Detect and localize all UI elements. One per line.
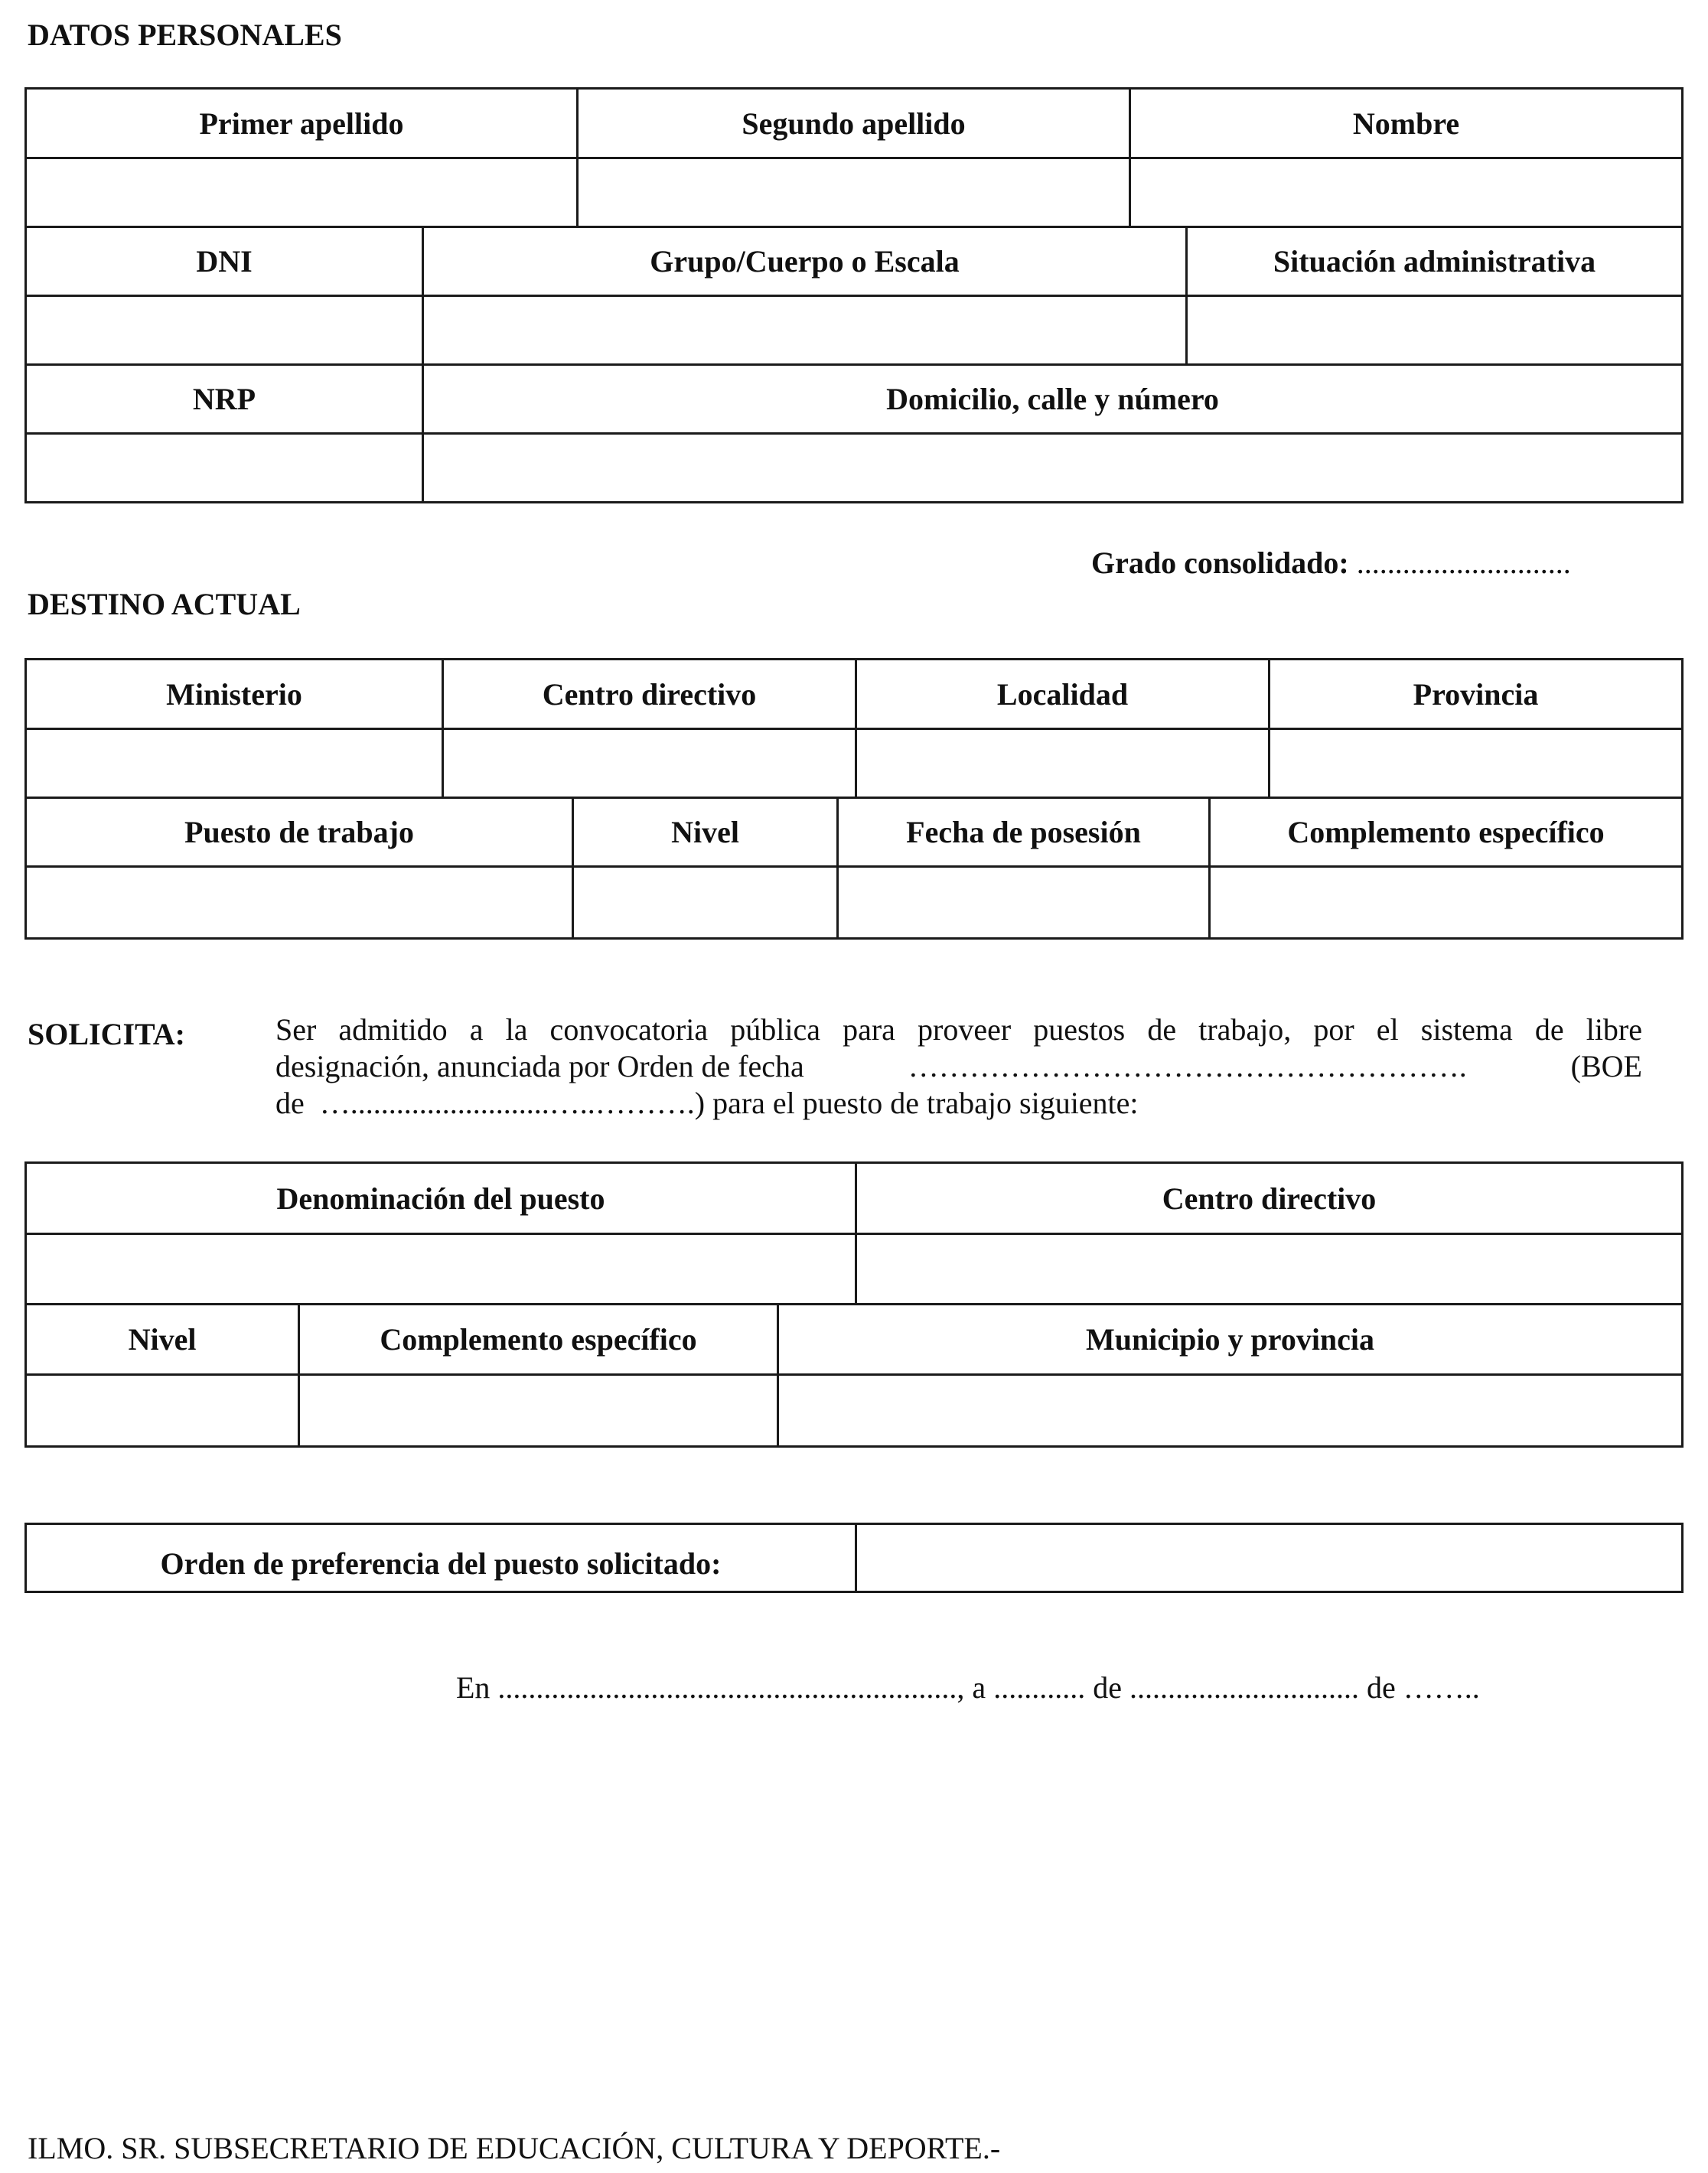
puesto-solicitado-table: [24, 1161, 1684, 1448]
solicita-line-2-start: designación, anunciada por Orden de fecha: [275, 1049, 804, 1083]
field-fecha-de-posesion[interactable]: [839, 868, 1208, 937]
solicita-line-2: [275, 1048, 1642, 1085]
datos-personales-table: [24, 87, 1684, 503]
solicita-line-1: Ser admitido a la convocatoria pública para proveer puestos de trabajo, por el sistema de libre: [275, 1012, 1642, 1047]
label-nivel-solicitado: Nivel: [128, 1322, 197, 1357]
field-orden-de-preferencia[interactable]: [857, 1525, 1681, 1591]
field-puesto-de-trabajo[interactable]: [27, 868, 572, 937]
label-primer-apellido: Primer apellido: [199, 106, 404, 141]
solicita-line-3: de …..........................…..……….) para el puesto de trabajo siguiente:: [275, 1086, 1139, 1120]
grado-consolidado: [1091, 545, 1571, 581]
solicita-paragraph: [275, 1012, 1642, 1122]
section-heading-datos-personales: DATOS PERSONALES: [28, 18, 342, 52]
label-centro-directivo: Centro directivo: [542, 676, 757, 712]
label-situacion-administrativa: Situación administrativa: [1273, 244, 1596, 279]
label-dni: DNI: [196, 244, 253, 279]
label-nombre: Nombre: [1352, 106, 1460, 141]
field-ministerio[interactable]: [27, 730, 442, 797]
label-orden-de-preferencia: Orden de preferencia del puesto solicitado:: [160, 1546, 722, 1581]
field-provincia[interactable]: [1270, 730, 1681, 797]
label-centro-directivo-solicitado: Centro directivo: [1162, 1181, 1377, 1216]
field-complemento-especifico[interactable]: [1211, 868, 1681, 937]
orden-fecha-dots[interactable]: ……………………………………………….: [908, 1049, 1467, 1083]
label-grupo-cuerpo-escala: Grupo/Cuerpo o Escala: [650, 244, 960, 279]
field-segundo-apellido[interactable]: [579, 159, 1129, 226]
field-centro-directivo-solicitado[interactable]: [857, 1235, 1681, 1303]
field-centro-directivo[interactable]: [444, 730, 855, 797]
label-complemento-especifico-solicitado: Complemento específico: [380, 1322, 697, 1357]
label-denominacion-del-puesto: Denominación del puesto: [276, 1181, 605, 1216]
label-fecha-de-posesion: Fecha de posesión: [906, 815, 1141, 849]
solicita-label: SOLICITA:: [28, 1017, 185, 1051]
grado-consolidado-label: Grado consolidado:: [1091, 546, 1349, 580]
field-nrp[interactable]: [27, 435, 422, 501]
label-complemento-especifico: Complemento específico: [1287, 815, 1605, 849]
section-heading-destino-actual: DESTINO ACTUAL: [28, 587, 301, 621]
label-nrp: NRP: [192, 382, 256, 416]
field-grupo-cuerpo-escala[interactable]: [424, 297, 1185, 363]
label-segundo-apellido: Segundo apellido: [742, 106, 966, 141]
label-domicilio: Domicilio, calle y número: [886, 382, 1219, 416]
field-domicilio[interactable]: [424, 435, 1681, 501]
label-nivel: Nivel: [671, 815, 739, 849]
field-nivel[interactable]: [574, 868, 836, 937]
field-nombre[interactable]: [1131, 159, 1681, 226]
label-provincia: Provincia: [1413, 676, 1539, 712]
field-nivel-solicitado[interactable]: [27, 1376, 298, 1445]
label-puesto-de-trabajo: Puesto de trabajo: [184, 815, 414, 849]
field-dni[interactable]: [27, 297, 422, 363]
orden-preferencia-table: [24, 1523, 1684, 1593]
field-primer-apellido[interactable]: [27, 159, 576, 226]
grado-consolidado-dots[interactable]: ............................: [1356, 546, 1571, 580]
destinatario: ILMO. SR. SUBSECRETARIO DE EDUCACIÓN, CULTURA Y DEPORTE.-: [28, 2131, 1001, 2165]
lugar-fecha-linea[interactable]: En ............................................................, a ............ de .............................. de ……..: [456, 1670, 1480, 1705]
field-localidad[interactable]: [857, 730, 1268, 797]
field-denominacion-del-puesto[interactable]: [27, 1235, 855, 1303]
label-municipio-y-provincia: Municipio y provincia: [1085, 1322, 1375, 1357]
label-ministerio: Ministerio: [166, 676, 302, 712]
destino-actual-table: [24, 658, 1684, 940]
field-municipio-y-provincia[interactable]: [779, 1376, 1681, 1445]
field-complemento-especifico-solicitado[interactable]: [300, 1376, 777, 1445]
solicita-line-2-end: (BOE: [1570, 1049, 1642, 1083]
label-localidad: Localidad: [996, 676, 1129, 712]
field-situacion-administrativa[interactable]: [1188, 297, 1681, 363]
